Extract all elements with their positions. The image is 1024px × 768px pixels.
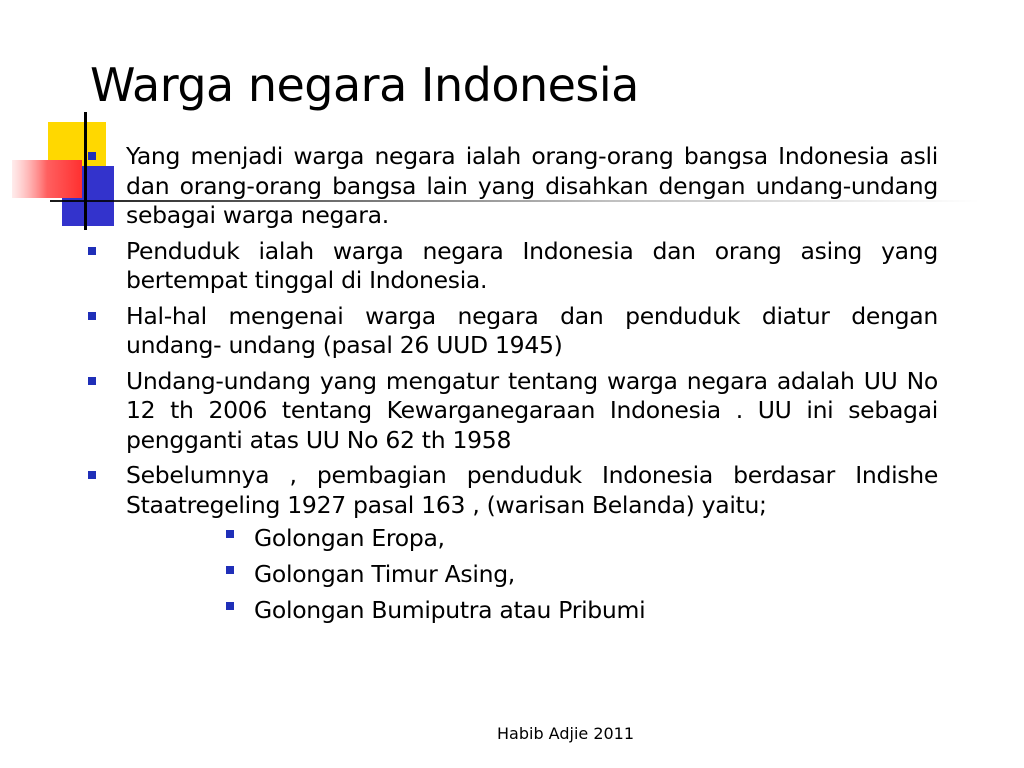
square-bullet-icon [226, 566, 234, 574]
square-bullet-icon [226, 530, 234, 538]
bullet-text: Sebelumnya , pembagian penduduk Indonesia berdasar Indishe Staatregeling 1927 pasal 163 , (warisan Belanda) yaitu; [126, 461, 938, 519]
footer-author: Habib Adjie 2011 [497, 724, 635, 743]
list-item [88, 461, 938, 628]
sub-list-item [226, 520, 938, 556]
square-bullet-icon [88, 247, 96, 255]
sub-list-item [226, 592, 938, 628]
square-bullet-icon [88, 152, 96, 160]
red-square [12, 160, 82, 198]
slide-title: Warga negara Indonesia [90, 58, 639, 112]
sub-bullet-text: Golongan Eropa, [254, 524, 445, 552]
square-bullet-icon [88, 377, 96, 385]
bullet-text: Hal-hal mengenai warga negara dan penduduk diatur dengan undang- undang (pasal 26 UUD 1945) [126, 301, 938, 359]
bullet-text: Undang-undang yang mengatur tentang warga negara adalah UU No 12 th 2006 tentang Kewarganegaraan Indonesia . UU ini sebagai pengganti atas UU No 62 th 1958 [126, 366, 938, 454]
vertical-line [84, 112, 87, 230]
sub-bullet-list [126, 520, 938, 628]
square-bullet-icon [88, 312, 96, 320]
sub-bullet-text: Golongan Timur Asing, [254, 560, 515, 588]
square-bullet-icon [88, 471, 96, 479]
list-item [88, 367, 938, 456]
list-item [88, 237, 938, 296]
sub-bullet-text: Golongan Bumiputra atau Pribumi [254, 596, 646, 624]
bullet-list [88, 142, 938, 634]
list-item [88, 302, 938, 361]
sub-list-item [226, 556, 938, 592]
square-bullet-icon [226, 602, 234, 610]
list-item [88, 142, 938, 231]
bullet-text: Penduduk ialah warga negara Indonesia dan orang asing yang bertempat tinggal di Indonesia. [126, 236, 938, 294]
bullet-text: Yang menjadi warga negara ialah orang-orang bangsa Indonesia asli dan orang-orang bangsa lain yang disahkan dengan undang-undang sebagai warga negara. [126, 142, 938, 229]
